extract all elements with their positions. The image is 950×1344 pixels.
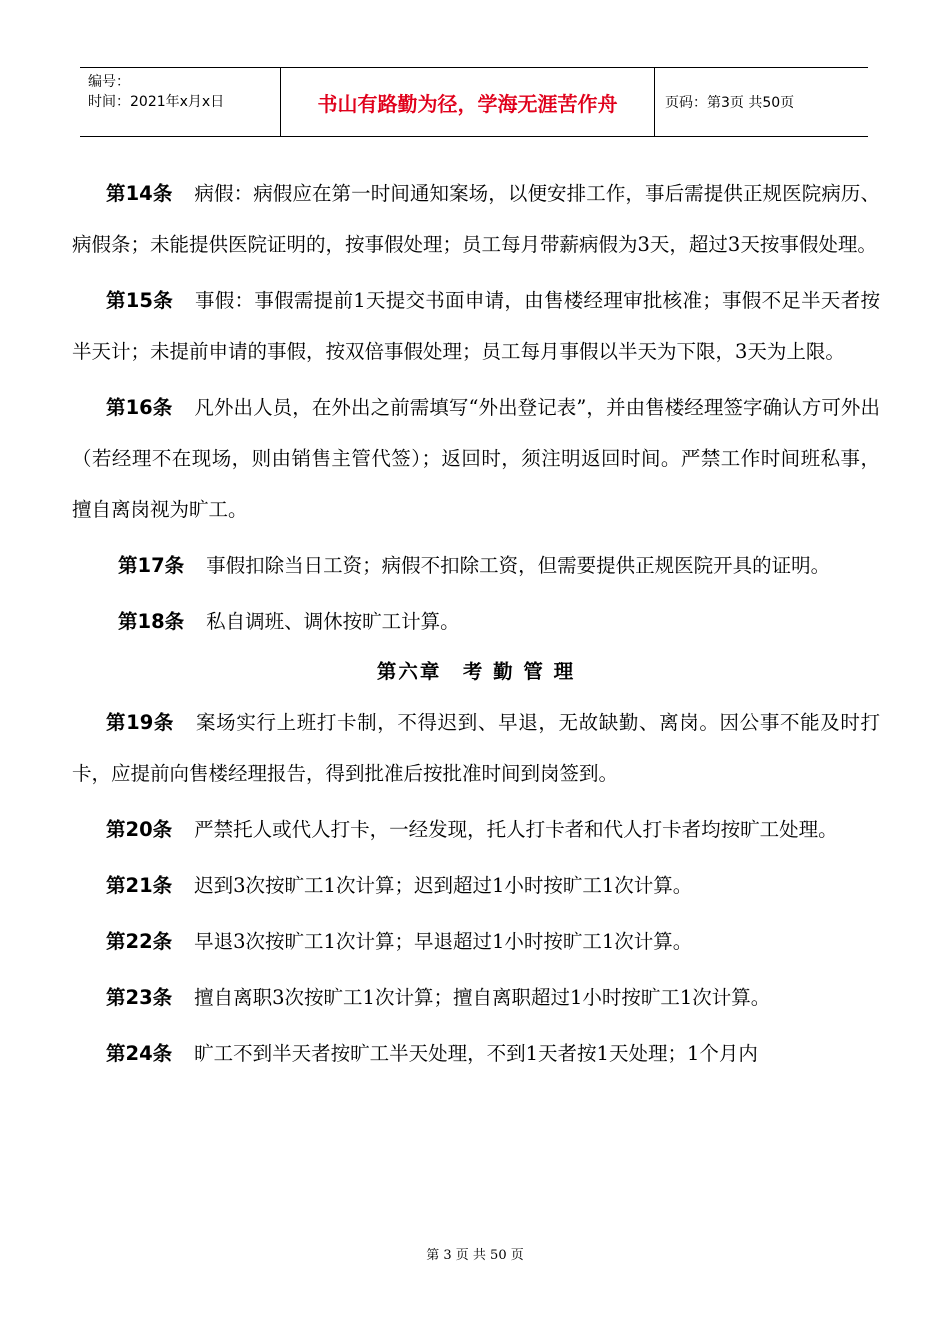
article-text: 私自调班、调休按旷工计算。 xyxy=(206,610,460,633)
time-label: 时间：2021年x月x日 xyxy=(88,94,225,110)
article-number: 第23条 xyxy=(106,986,173,1009)
page-footer: 第 3 页 共 50 页 xyxy=(426,1248,524,1263)
chapter-title: 第六章 考 勤 管 理 xyxy=(376,660,576,683)
article-21 xyxy=(72,860,880,911)
article-text: 病假：病假应在第一时间通知案场，以便安排工作，事后需提供正规医院病历、病假条；未能提供医院证明的，按事假处理；员工每月带薪病假为3天，超过3天按事假处理。 xyxy=(72,182,880,256)
number-label: 编号： xyxy=(88,74,130,90)
article-number: 第24条 xyxy=(106,1042,173,1065)
page-header xyxy=(80,67,868,137)
article-20 xyxy=(72,804,880,855)
article-number: 第21条 xyxy=(106,874,173,897)
article-17 xyxy=(72,540,880,591)
article-text: 事假：事假需提前1天提交书面申请，由售楼经理审批核准；事假不足半天者按半天计；未提前申请的事假，按双倍事假处理；员工每月事假以半天为下限，3天为上限。 xyxy=(72,289,880,363)
article-23 xyxy=(72,972,880,1023)
article-text: 事假扣除当日工资；病假不扣除工资，但需要提供正规医院开具的证明。 xyxy=(206,554,831,577)
article-text: 凡外出人员，在外出之前需填写“外出登记表”，并由售楼经理签字确认方可外出（若经理不在现场，则由销售主管代签）；返回时，须注明返回时间。严禁工作时间班私事，擅自离岗视为旷工。 xyxy=(72,396,880,521)
article-number: 第19条 xyxy=(106,711,175,734)
article-number: 第17条 xyxy=(118,554,185,577)
article-number: 第14条 xyxy=(106,182,173,205)
article-18 xyxy=(72,596,880,647)
article-14 xyxy=(72,168,880,270)
article-number: 第15条 xyxy=(106,289,173,312)
article-text: 案场实行上班打卡制，不得迟到、早退，无故缺勤、离岗。因公事不能及时打卡，应提前向售楼经理报告，得到批准后按批准时间到岗签到。 xyxy=(72,711,880,785)
article-15 xyxy=(72,275,880,377)
article-text: 早退3次按旷工1次计算；早退超过1小时按旷工1次计算。 xyxy=(194,930,693,953)
article-16 xyxy=(72,382,880,535)
article-text: 严禁托人或代人打卡，一经发现，托人打卡者和代人打卡者均按旷工处理。 xyxy=(194,818,838,841)
article-text: 擅自离职3次按旷工1次计算；擅自离职超过1小时按旷工1次计算。 xyxy=(194,986,771,1009)
header-meta xyxy=(80,68,280,136)
article-text: 迟到3次按旷工1次计算；迟到超过1小时按旷工1次计算。 xyxy=(194,874,693,897)
document-body xyxy=(72,168,880,1084)
article-24 xyxy=(72,1028,880,1079)
article-19 xyxy=(72,697,880,799)
article-text: 旷工不到半天者按旷工半天处理，不到1天者按1天处理；1个月内 xyxy=(194,1042,758,1065)
header-motto: 书山有路勤为径，学海无涯苦作舟 xyxy=(280,68,655,136)
article-number: 第16条 xyxy=(106,396,173,419)
article-number: 第18条 xyxy=(118,610,185,633)
header-page-label: 页码：第3页 共50页 xyxy=(665,95,795,111)
article-22 xyxy=(72,916,880,967)
article-number: 第20条 xyxy=(106,818,173,841)
article-number: 第22条 xyxy=(106,930,173,953)
